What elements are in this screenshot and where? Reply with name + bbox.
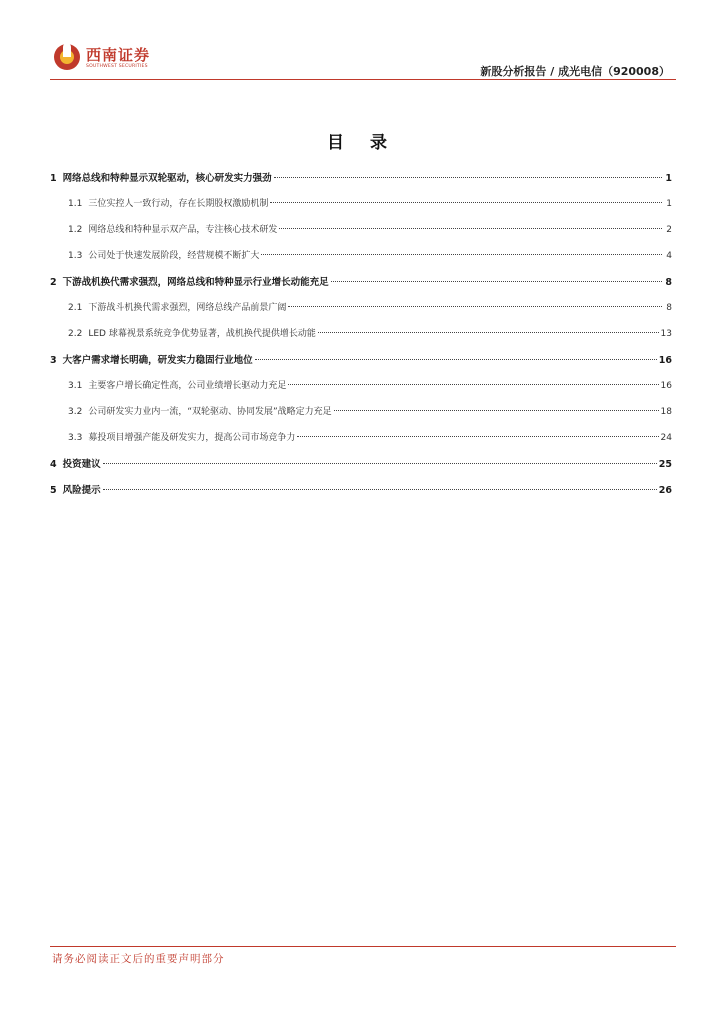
- footer-disclaimer: 请务必阅读正文后的重要声明部分: [52, 953, 225, 965]
- logo-emblem-icon: [54, 44, 80, 70]
- toc-chapter-entry[interactable]: [50, 170, 672, 196]
- toc-entry-number: 1.1: [68, 199, 83, 209]
- toc-chapter-entry[interactable]: [50, 456, 672, 482]
- toc-entry-number: 2.1: [68, 303, 83, 313]
- toc-entry-title[interactable]: 募投项目增强产能及研发实力，提高公司市场竞争力: [88, 433, 296, 443]
- page-header: [50, 38, 676, 80]
- toc-page-number[interactable]: 26: [658, 485, 672, 496]
- toc-dot-leader: [288, 384, 658, 385]
- toc-section-entry[interactable]: [50, 378, 672, 404]
- toc-section-entry[interactable]: [50, 248, 672, 274]
- toc-dot-leader: [255, 359, 657, 360]
- toc-dot-leader: [297, 436, 658, 437]
- logo-chinese-name: 西南证券: [86, 46, 151, 64]
- toc-page-number[interactable]: 2: [666, 225, 672, 235]
- toc-page-number[interactable]: 13: [660, 329, 672, 339]
- toc-chapter-entry[interactable]: [50, 482, 672, 508]
- toc-dot-leader: [261, 254, 662, 255]
- table-of-contents: [50, 170, 672, 508]
- toc-section-entry[interactable]: [50, 430, 672, 456]
- toc-entry-title[interactable]: 投资建议: [62, 459, 101, 470]
- toc-dot-leader: [334, 410, 659, 411]
- toc-entry-title[interactable]: 风险提示: [62, 485, 101, 496]
- toc-entry-number: 3.3: [68, 433, 83, 443]
- toc-entry-number: 2.2: [68, 329, 83, 339]
- toc-section-entry[interactable]: [50, 222, 672, 248]
- toc-section-entry[interactable]: [50, 326, 672, 352]
- toc-page-number[interactable]: 1: [665, 173, 672, 184]
- toc-dot-leader: [274, 177, 662, 178]
- toc-entry-title[interactable]: 公司处于快速发展阶段，经营规模不断扩大: [88, 251, 260, 261]
- toc-entry-title[interactable]: 下游战机换代需求强烈，网络总线和特种显示行业增长动能充足: [62, 277, 329, 288]
- logo-english-name: SOUTHWEST SECURITIES: [86, 64, 148, 69]
- toc-entry-number: 4: [50, 459, 57, 470]
- toc-entry-number: 3.1: [68, 381, 83, 391]
- toc-section-entry[interactable]: [50, 404, 672, 430]
- toc-entry-title[interactable]: 公司研发实力业内一流，“双轮驱动、协同发展”战略定力充足: [88, 407, 332, 417]
- toc-dot-leader: [288, 306, 662, 307]
- toc-entry-title[interactable]: 主要客户增长确定性高，公司业绩增长驱动力充足: [88, 381, 287, 391]
- toc-page-number[interactable]: 24: [660, 433, 672, 443]
- toc-entry-title[interactable]: 下游战斗机换代需求强烈，网络总线产品前景广阔: [88, 303, 287, 313]
- toc-page-number[interactable]: 8: [665, 277, 672, 288]
- toc-entry-number: 1: [50, 173, 57, 184]
- toc-page-number[interactable]: 16: [658, 355, 672, 366]
- toc-dot-leader: [318, 332, 659, 333]
- toc-entry-number: 1.3: [68, 251, 83, 261]
- toc-page-number[interactable]: 18: [660, 407, 672, 417]
- toc-page-number[interactable]: 8: [666, 303, 672, 313]
- toc-entry-title[interactable]: LED 球幕视景系统竞争优势显著，战机换代提供增长动能: [88, 329, 316, 339]
- toc-page-number[interactable]: 16: [660, 381, 672, 391]
- toc-dot-leader: [103, 489, 657, 490]
- toc-entry-number: 3.2: [68, 407, 83, 417]
- toc-entry-title[interactable]: 大客户需求增长明确，研发实力稳固行业地位: [62, 355, 253, 366]
- toc-entry-title[interactable]: 网络总线和特种显示双产品，专注核心技术研发: [88, 225, 278, 235]
- toc-entry-number: 1.2: [68, 225, 83, 235]
- toc-chapter-entry[interactable]: [50, 274, 672, 300]
- toc-section-entry[interactable]: [50, 196, 672, 222]
- company-logo: [54, 42, 194, 76]
- toc-chapter-entry[interactable]: [50, 352, 672, 378]
- toc-page-number[interactable]: 4: [666, 251, 672, 261]
- footer-divider: [50, 946, 676, 947]
- toc-dot-leader: [270, 202, 662, 203]
- toc-entry-title[interactable]: 三位实控人一致行动，存在长期股权激励机制: [88, 199, 269, 209]
- toc-dot-leader: [331, 281, 662, 282]
- report-title: 新股分析报告 / 成光电信（920008）: [480, 65, 670, 78]
- toc-entry-number: 5: [50, 485, 57, 496]
- toc-entry-number: 3: [50, 355, 57, 366]
- toc-entry-title[interactable]: 网络总线和特种显示双轮驱动，核心研发实力强劲: [62, 173, 272, 184]
- toc-dot-leader: [103, 463, 657, 464]
- toc-entry-number: 2: [50, 277, 57, 288]
- toc-heading: 目 录: [327, 133, 397, 153]
- header-divider: [50, 79, 676, 80]
- toc-page-number[interactable]: 1: [666, 199, 672, 209]
- toc-page-number[interactable]: 25: [658, 459, 672, 470]
- toc-dot-leader: [279, 228, 662, 229]
- toc-section-entry[interactable]: [50, 300, 672, 326]
